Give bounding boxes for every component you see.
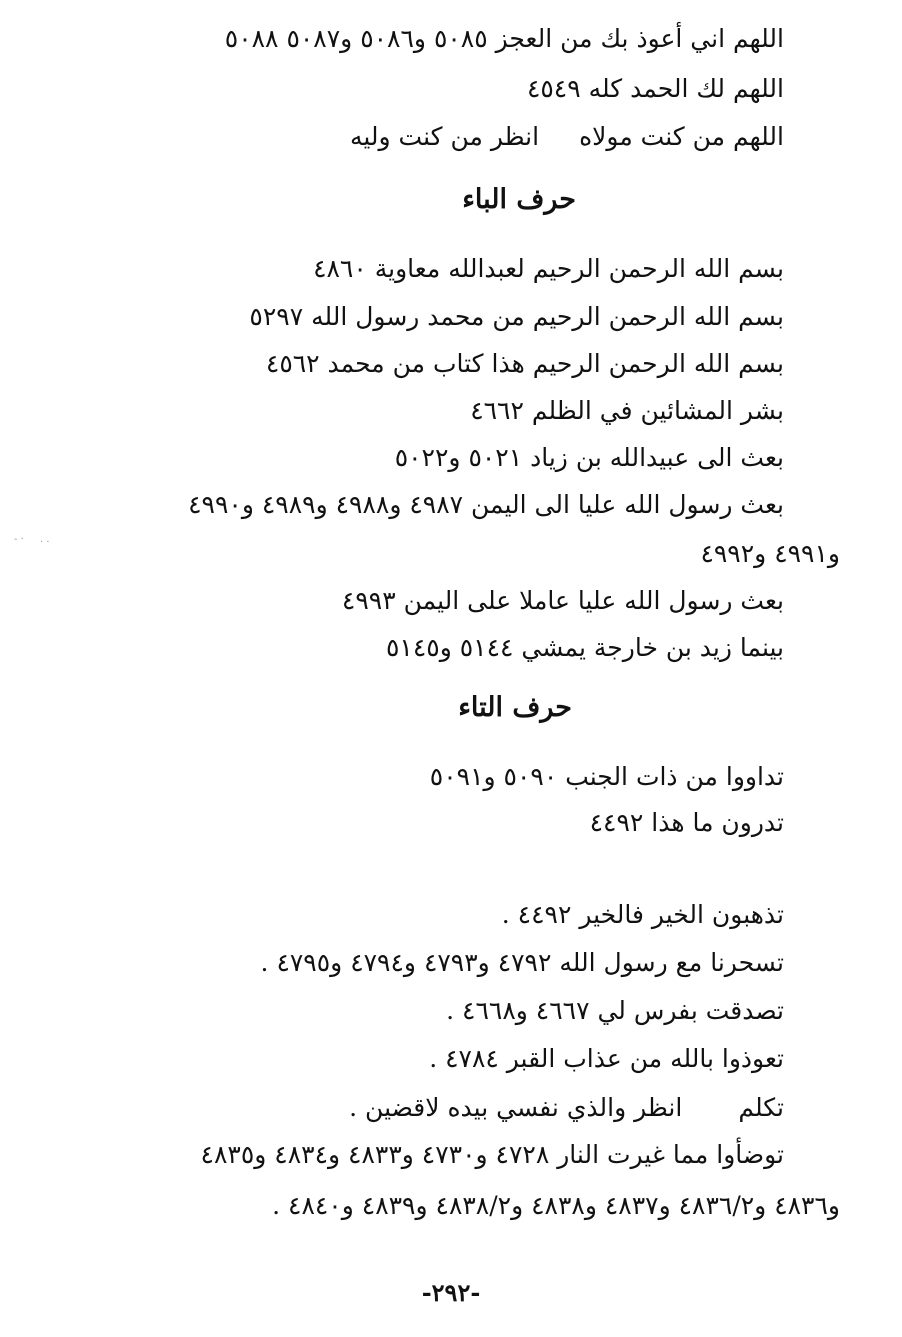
entry-line: تعوذوا بالله من عذاب القبر ٤٧٨٤ . bbox=[429, 1044, 784, 1073]
cross-reference: انظر من كنت وليه bbox=[349, 122, 540, 151]
entry-line: بسم الله الرحمن الرحيم لعبدالله معاوية ٤٨٦٠ bbox=[313, 254, 784, 283]
entry-line: اللهم لك الحمد كله ٤٥٤٩ bbox=[526, 74, 784, 103]
entry-line-two-part bbox=[350, 120, 784, 154]
entry-line: بسم الله الرحمن الرحيم من محمد رسول الله ٥٢٩٧ bbox=[249, 302, 784, 331]
entry-line-continuation: و٤٨٣٦ و٤٨٣٦/٢ و٤٨٣٧ و٤٨٣٨ و٤٨٣٨/٢ و٤٨٣٩ و٤٨٤٠ . bbox=[272, 1191, 840, 1220]
entry-line-continuation: و٤٩٩١ و٤٩٩٢ bbox=[700, 539, 840, 568]
entry-line: بشر المشائين في الظلم ٤٦٦٢ bbox=[470, 396, 784, 425]
entry-line: تدرون ما هذا ٤٤٩٢ bbox=[589, 808, 784, 837]
entry-line-two-part bbox=[349, 1091, 784, 1125]
scan-artifact: · · bbox=[40, 537, 50, 548]
entry-line: بسم الله الرحمن الرحيم هذا كتاب من محمد ٤٥٦٢ bbox=[265, 349, 784, 378]
entry-line: بعث رسول الله عليا عاملا على اليمن ٤٩٩٣ bbox=[341, 586, 784, 615]
cross-reference: انظر والذي نفسي بيده لاقضين . bbox=[349, 1093, 683, 1122]
entry-line: توضأوا مما غيرت النار ٤٧٢٨ و٤٧٣٠ و٤٨٣٣ و٤٨٣٤ و٤٨٣٥ bbox=[200, 1140, 784, 1169]
section-heading-ba: حرف الباء bbox=[462, 184, 576, 215]
entry-line: تصدقت بفرس لي ٤٦٦٧ و٤٦٦٨ . bbox=[446, 996, 784, 1025]
entry-text: اللهم من كنت مولاه bbox=[579, 122, 784, 151]
entry-line: تداووا من ذات الجنب ٥٠٩٠ و٥٠٩١ bbox=[429, 762, 784, 791]
entry-text: تكلم bbox=[738, 1093, 784, 1122]
entry-line: بينما زيد بن خارجة يمشي ٥١٤٤ و٥١٤٥ bbox=[385, 633, 784, 662]
entry-line: بعث الى عبيدالله بن زياد ٥٠٢١ و٥٠٢٢ bbox=[394, 443, 784, 472]
section-heading-ta: حرف التاء bbox=[458, 692, 572, 723]
entry-line: تذهبون الخير فالخير ٤٤٩٢ . bbox=[501, 900, 784, 929]
scan-artifact: ‐ · bbox=[14, 534, 24, 545]
page-number: -٢٩٢- bbox=[421, 1278, 481, 1307]
entry-line: بعث رسول الله عليا الى اليمن ٤٩٨٧ و٤٩٨٨ و٤٩٨٩ و٤٩٩٠ bbox=[188, 490, 784, 519]
entry-line: تسحرنا مع رسول الله ٤٧٩٢ و٤٧٩٣ و٤٧٩٤ و٤٧٩٥ . bbox=[260, 948, 784, 977]
entry-line: اللهم اني أعوذ بك من العجز ٥٠٨٥ و٥٠٨٦ و٥٠٨٧ ٥٠٨٨ bbox=[224, 24, 784, 53]
